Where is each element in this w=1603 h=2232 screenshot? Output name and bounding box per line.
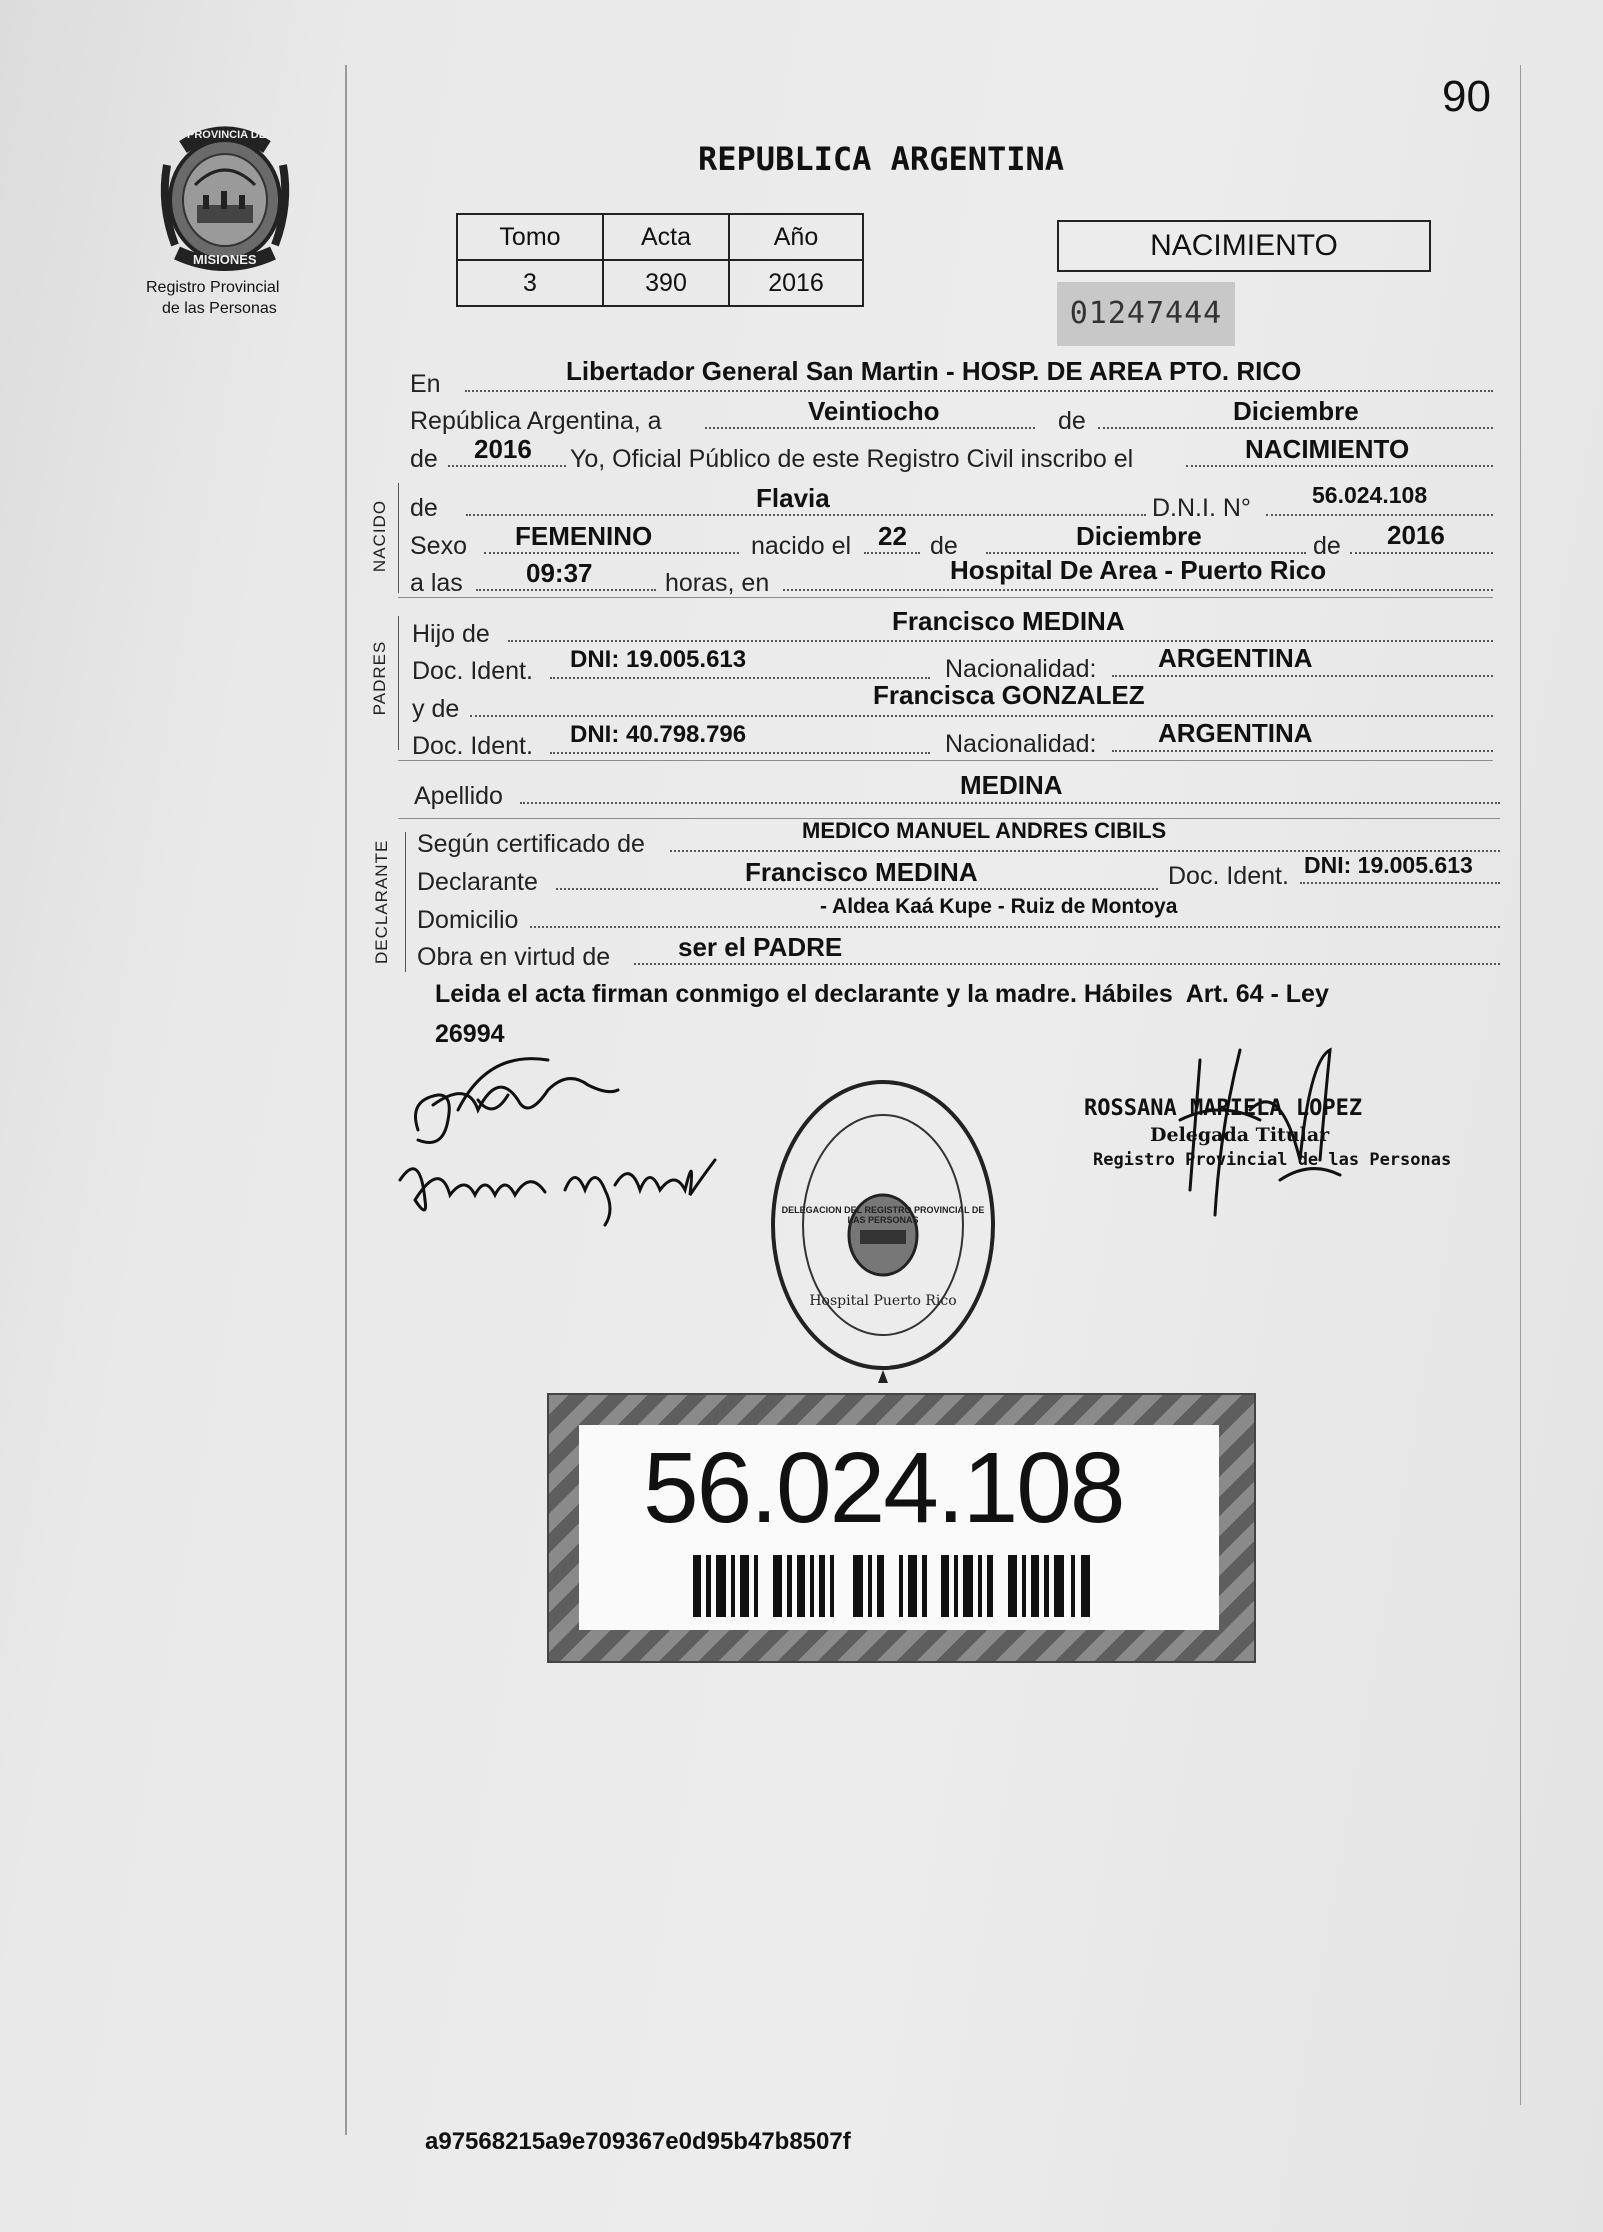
- barcode-icon: [693, 1555, 1093, 1617]
- dots-anio-nac: [1350, 552, 1493, 554]
- label-nacido-el: nacido el: [751, 532, 852, 560]
- obra-value: ser el PADRE: [678, 932, 843, 962]
- dots-apellido: [520, 802, 1500, 804]
- label-de-mes-nac: de: [930, 532, 958, 560]
- acta-header: Acta: [603, 214, 729, 260]
- dots-padre: [508, 640, 1493, 642]
- official-office: Registro Provincial de las Personas: [1093, 1150, 1452, 1170]
- dni-value: 56.024.108: [1312, 482, 1428, 508]
- padre-nac-value: ARGENTINA: [1158, 643, 1313, 673]
- label-doc-ident-3: Doc. Ident.: [1168, 862, 1289, 890]
- label-de-nombre: de: [410, 494, 438, 522]
- logo-caption-1: Registro Provincial: [146, 279, 280, 296]
- nacido-separator: [398, 597, 1493, 598]
- declarante-bar: [405, 832, 406, 972]
- year-value: 2016: [729, 260, 863, 306]
- hora-value: 09:37: [526, 558, 593, 588]
- nacido-bar: [398, 483, 399, 593]
- left-margin-line: [345, 65, 347, 2135]
- label-dni-no: D.N.I. N°: [1152, 494, 1251, 522]
- dots-madre-doc: [550, 752, 930, 754]
- dots-hora: [476, 589, 656, 591]
- sticker-number: 56.024.108: [643, 1432, 1124, 1544]
- label-segun: Según certificado de: [417, 830, 645, 858]
- doc-type-box: NACIMIENTO: [1057, 220, 1431, 272]
- logo-arc-text: PROVINCIA DE: [187, 129, 267, 141]
- dots-domicilio: [530, 926, 1500, 928]
- padre-doc-value: DNI: 19.005.613: [570, 646, 747, 673]
- dia-texto-value: Veintiocho: [808, 396, 940, 426]
- label-a-las: a las: [410, 569, 463, 597]
- mes-nac-value: Diciembre: [1076, 521, 1202, 551]
- year-header: Año: [729, 214, 863, 260]
- dots-madre: [470, 715, 1493, 717]
- madre-doc-value: DNI: 40.798.796: [570, 721, 747, 748]
- tipo-acta-value: NACIMIENTO: [1245, 434, 1410, 464]
- tomo-acta-year-table: [456, 213, 864, 307]
- seal-inner-text: Hospital Puerto Rico: [809, 1293, 957, 1309]
- dots-anio: [448, 465, 566, 467]
- dots-obra: [634, 963, 1500, 965]
- lugar-value: Libertador General San Martin - HOSP. DE AREA PTO. RICO: [566, 356, 1302, 386]
- dots-mes-nac: [986, 552, 1306, 554]
- padres-bar: [398, 616, 399, 750]
- padre-value: Francisco MEDINA: [892, 606, 1125, 636]
- tomo-value: 3: [457, 260, 603, 306]
- dots-mes: [1098, 427, 1493, 429]
- dots-lugar: [465, 390, 1493, 392]
- madre-value: Francisca GONZALEZ: [873, 680, 1145, 710]
- document-hash: a97568215a9e709367e0d95b47b8507f: [425, 2128, 851, 2155]
- dots-declarante-doc: [1300, 882, 1500, 884]
- label-de-anio-nac: de: [1313, 532, 1341, 560]
- label-obra: Obra en virtud de: [417, 943, 611, 971]
- dots-madre-nac: [1112, 750, 1493, 752]
- anio-nac-value: 2016: [1387, 520, 1445, 550]
- dots-dia: [705, 427, 1035, 429]
- closing-line-2: 26994: [435, 1020, 505, 1048]
- label-nacionalidad-1: Nacionalidad:: [945, 655, 1097, 683]
- declarante-value: Francisco MEDINA: [745, 857, 978, 887]
- label-doc-ident-1: Doc. Ident.: [412, 657, 533, 685]
- dia-nac-value: 22: [878, 521, 907, 551]
- apellido-value: MEDINA: [960, 770, 1063, 800]
- dots-declarante: [556, 888, 1158, 890]
- dots-dia-nac: [864, 552, 920, 554]
- nombre-value: Flavia: [756, 483, 830, 513]
- dots-padre-nac: [1112, 675, 1493, 677]
- label-en: En: [410, 370, 441, 398]
- lugar-nac-value: Hospital De Area - Puerto Rico: [950, 555, 1327, 585]
- padres-separator: [398, 760, 1493, 761]
- label-oficial: Yo, Oficial Público de este Registro Civil inscribo el: [570, 445, 1134, 473]
- logo-bottom-text: MISIONES: [193, 252, 257, 267]
- madre-nac-value: ARGENTINA: [1158, 718, 1313, 748]
- dots-padre-doc: [550, 677, 930, 679]
- dots-dni: [1266, 514, 1493, 516]
- label-de-anio: de: [410, 445, 438, 473]
- closing-line-1: Leida el acta firman conmigo el declarante y la madre. Hábiles Art. 64 - Ley: [435, 980, 1329, 1008]
- label-nacionalidad-2: Nacionalidad:: [945, 730, 1097, 758]
- registry-seal: [768, 1075, 998, 1385]
- certificado-value: MEDICO MANUEL ANDRES CIBILS: [802, 818, 1167, 843]
- label-hijo-de: Hijo de: [412, 620, 490, 648]
- label-apellido: Apellido: [414, 782, 503, 810]
- label-domicilio: Domicilio: [417, 906, 519, 934]
- seal-text: DELEGACION DEL REGISTRO PROVINCIAL DE LAS PERSONAS: [781, 1205, 985, 1225]
- label-republica: República Argentina, a: [410, 407, 662, 435]
- side-label-padres: PADRES: [370, 640, 389, 716]
- dots-nombre: [466, 514, 1146, 516]
- official-signature: [1160, 1040, 1380, 1220]
- label-horas-en: horas, en: [665, 569, 770, 597]
- security-sticker: [547, 1393, 1256, 1663]
- dots-tipo: [1186, 465, 1493, 467]
- mes-texto-value: Diciembre: [1233, 396, 1359, 426]
- official-title: Delegada Titular: [1150, 1124, 1330, 1146]
- sexo-value: FEMENINO: [515, 521, 653, 551]
- label-declarante: Declarante: [417, 868, 538, 896]
- page-title: REPUBLICA ARGENTINA: [698, 140, 1065, 178]
- sticker-label: [579, 1425, 1219, 1630]
- label-sexo: Sexo: [410, 532, 467, 560]
- declarante-doc-value: DNI: 19.005.613: [1304, 852, 1473, 878]
- logo-caption-2: de las Personas: [162, 300, 277, 317]
- label-de-mes: de: [1058, 407, 1086, 435]
- serial-number: 01247444: [1057, 282, 1235, 346]
- domicilio-value: - Aldea Kaá Kupe - Ruiz de Montoya: [820, 895, 1178, 918]
- right-margin-line: [1520, 65, 1521, 2105]
- side-label-declarante: DECLARANTE: [372, 839, 391, 964]
- official-name: ROSSANA MARIELA LOPEZ: [1084, 1096, 1363, 1121]
- tomo-header: Tomo: [457, 214, 603, 260]
- label-doc-ident-2: Doc. Ident.: [412, 732, 533, 760]
- label-y-de: y de: [412, 695, 460, 723]
- province-logo: [155, 125, 295, 275]
- dots-lugar-nac: [783, 589, 1493, 591]
- page-number: 90: [1442, 72, 1491, 121]
- anio-value: 2016: [474, 434, 532, 464]
- seal-icon: [768, 1075, 998, 1385]
- side-label-nacido: NACIDO: [370, 499, 389, 573]
- mother-signature: [390, 1140, 720, 1230]
- dots-sexo: [484, 552, 739, 554]
- acta-value: 390: [603, 260, 729, 306]
